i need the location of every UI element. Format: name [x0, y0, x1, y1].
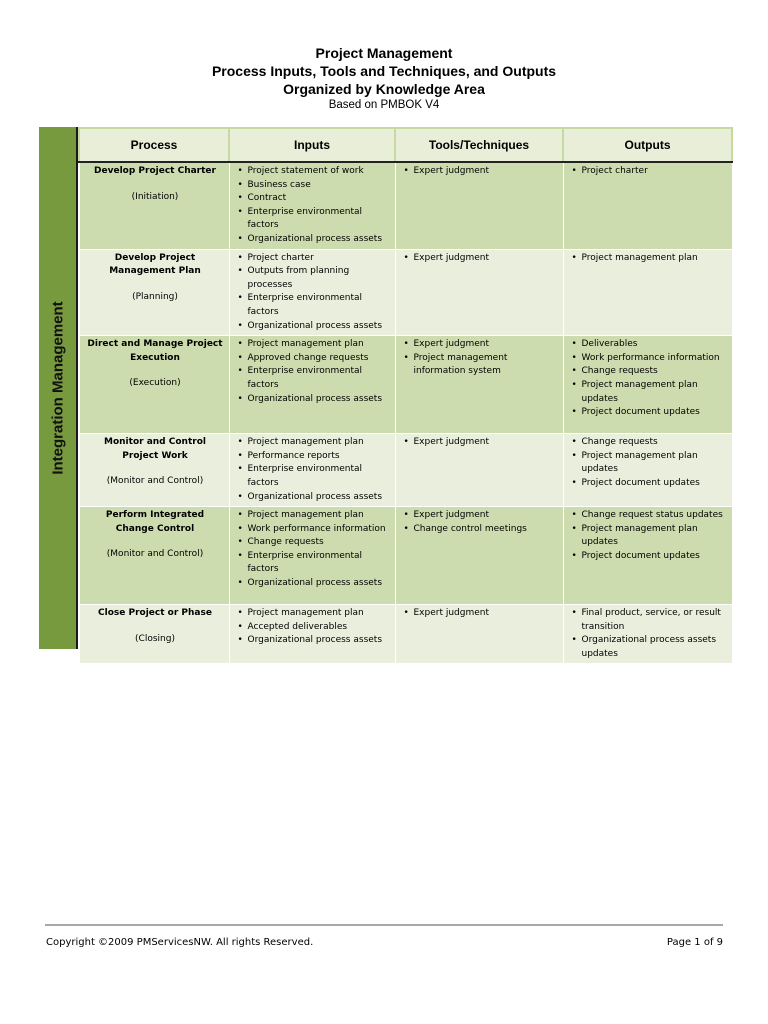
process-table — [78, 127, 733, 664]
tool-item: • Expert judgment — [402, 436, 559, 450]
input-item: • Project management plan — [236, 607, 391, 621]
bullet-list — [236, 338, 391, 406]
process-cell — [79, 507, 229, 605]
process-cell — [79, 336, 229, 434]
column-header-outputs: Outputs — [563, 128, 732, 162]
table-row — [79, 605, 732, 664]
bullet-list — [236, 252, 391, 334]
footer-page-number: Page 1 of 9 — [666, 937, 723, 948]
input-item: • Outputs from planning processes — [236, 265, 391, 292]
output-item: • Project management plan updates — [570, 379, 728, 406]
inputs-cell — [229, 162, 395, 249]
inputs-cell — [229, 605, 395, 664]
bullet-list — [570, 165, 728, 179]
output-item: • Deliverables — [570, 338, 728, 352]
process-phase: (Planning) — [132, 291, 178, 302]
input-item: • Change requests — [236, 536, 391, 550]
input-item: • Project management plan — [236, 436, 391, 450]
outputs-cell — [563, 507, 732, 605]
input-item: • Approved change requests — [236, 352, 391, 366]
column-header-inputs: Inputs — [229, 128, 395, 162]
tool-item: • Expert judgment — [402, 509, 559, 523]
input-item: • Enterprise environmental factors — [236, 463, 391, 490]
process-name: Monitor and Control Project Work — [104, 437, 206, 461]
outputs-cell — [563, 434, 732, 507]
input-item: • Business case — [236, 179, 391, 193]
output-item: • Change request status updates — [570, 509, 728, 523]
table-header-row — [79, 128, 732, 162]
output-item: • Project management plan updates — [570, 523, 728, 550]
process-name: Develop Project Management Plan — [109, 252, 201, 277]
bullet-list — [402, 436, 559, 450]
outputs-cell — [563, 336, 732, 434]
input-item: • Contract — [236, 192, 391, 206]
bullet-list — [402, 252, 559, 266]
table-body — [79, 162, 732, 664]
input-item: • Organizational process assets — [236, 634, 391, 648]
output-item: • Organizational process assets updates — [570, 634, 728, 661]
tools-cell — [395, 336, 563, 434]
document-subtitle: Process Inputs, Tools and Techniques, and Outputs — [211, 63, 557, 79]
process-phase: (Monitor and Control) — [106, 549, 204, 560]
bullet-list — [402, 338, 559, 379]
outputs-cell — [563, 162, 732, 249]
footer-copyright: Copyright ©2009 PMServicesNW. All rights Reserved. — [46, 937, 314, 948]
inputs-cell — [229, 434, 395, 507]
document-title: Project Management — [315, 45, 453, 61]
process-cell — [79, 249, 229, 336]
table-row — [79, 507, 732, 605]
output-item: • Project charter — [570, 165, 728, 179]
knowledge-area-label: Integration Management — [49, 301, 66, 475]
bullet-list — [236, 165, 391, 247]
output-item: • Project document updates — [570, 477, 728, 491]
tool-item: • Expert judgment — [402, 165, 559, 179]
footer-divider — [45, 924, 723, 926]
bullet-list — [570, 607, 728, 661]
tools-cell — [395, 434, 563, 507]
process-name: Develop Project Charter — [94, 166, 216, 176]
table-row — [79, 434, 732, 507]
input-item: • Enterprise environmental factors — [236, 292, 391, 319]
bullet-list — [570, 252, 728, 266]
bullet-list — [402, 607, 559, 621]
bullet-list — [570, 436, 728, 490]
bullet-list — [236, 607, 391, 648]
input-item: • Enterprise environmental factors — [236, 365, 391, 392]
output-item: • Project management plan — [570, 252, 728, 266]
tools-cell — [395, 605, 563, 664]
tool-item: • Expert judgment — [402, 338, 559, 352]
process-cell — [79, 605, 229, 664]
knowledge-area-band — [39, 127, 78, 649]
input-item: • Accepted deliverables — [236, 621, 391, 635]
input-item: • Project statement of work — [236, 165, 391, 179]
process-phase: (Initiation) — [131, 191, 179, 202]
input-item: • Project management plan — [236, 338, 391, 352]
input-item: • Work performance information — [236, 523, 391, 537]
process-name: Perform Integrated Change Control — [105, 510, 205, 534]
bullet-list — [402, 165, 559, 179]
input-item: • Organizational process assets — [236, 320, 391, 334]
inputs-cell — [229, 249, 395, 336]
output-item: • Change requests — [570, 436, 728, 450]
tool-item: • Change control meetings — [402, 523, 559, 537]
document-organization-line: Organized by Knowledge Area — [283, 81, 485, 97]
input-item: • Project charter — [236, 252, 391, 266]
output-item: • Final product, service, or result transition — [570, 607, 728, 634]
document-header — [0, 44, 768, 112]
process-name: Close Project or Phase — [98, 608, 212, 619]
input-item: • Project management plan — [236, 509, 391, 523]
process-phase: (Execution) — [129, 378, 181, 389]
bullet-list — [236, 436, 391, 504]
tools-cell — [395, 162, 563, 249]
tools-cell — [395, 249, 563, 336]
bullet-list — [402, 509, 559, 536]
input-item: • Enterprise environmental factors — [236, 550, 391, 577]
bullet-list — [570, 338, 728, 420]
output-item: • Project management plan updates — [570, 450, 728, 477]
document-source-note: Based on PMBOK V4 — [328, 99, 440, 111]
input-item: • Organizational process assets — [236, 491, 391, 505]
process-phase: (Closing) — [135, 633, 175, 644]
input-item: • Performance reports — [236, 450, 391, 464]
output-item: • Project document updates — [570, 406, 728, 420]
bullet-list — [236, 509, 391, 591]
process-cell — [79, 434, 229, 507]
column-header-tools: Tools/Techniques — [395, 128, 563, 162]
inputs-cell — [229, 507, 395, 605]
input-item: • Enterprise environmental factors — [236, 206, 391, 233]
tool-item: • Expert judgment — [402, 607, 559, 621]
input-item: • Organizational process assets — [236, 233, 391, 247]
output-item: • Project document updates — [570, 550, 728, 564]
bullet-list — [570, 509, 728, 563]
process-name: Direct and Manage Project Execution — [87, 339, 223, 363]
input-item: • Organizational process assets — [236, 393, 391, 407]
table-row — [79, 249, 732, 336]
output-item: • Change requests — [570, 365, 728, 379]
process-cell — [79, 162, 229, 249]
input-item: • Organizational process assets — [236, 577, 391, 591]
tool-item: • Expert judgment — [402, 252, 559, 266]
process-phase: (Monitor and Control) — [106, 476, 204, 487]
tool-item: • Project management information system — [402, 352, 559, 379]
outputs-cell — [563, 249, 732, 336]
output-item: • Work performance information — [570, 352, 728, 366]
table-row — [79, 336, 732, 434]
table-row — [79, 162, 732, 249]
column-header-process: Process — [79, 128, 229, 162]
outputs-cell — [563, 605, 732, 664]
inputs-cell — [229, 336, 395, 434]
tools-cell — [395, 507, 563, 605]
